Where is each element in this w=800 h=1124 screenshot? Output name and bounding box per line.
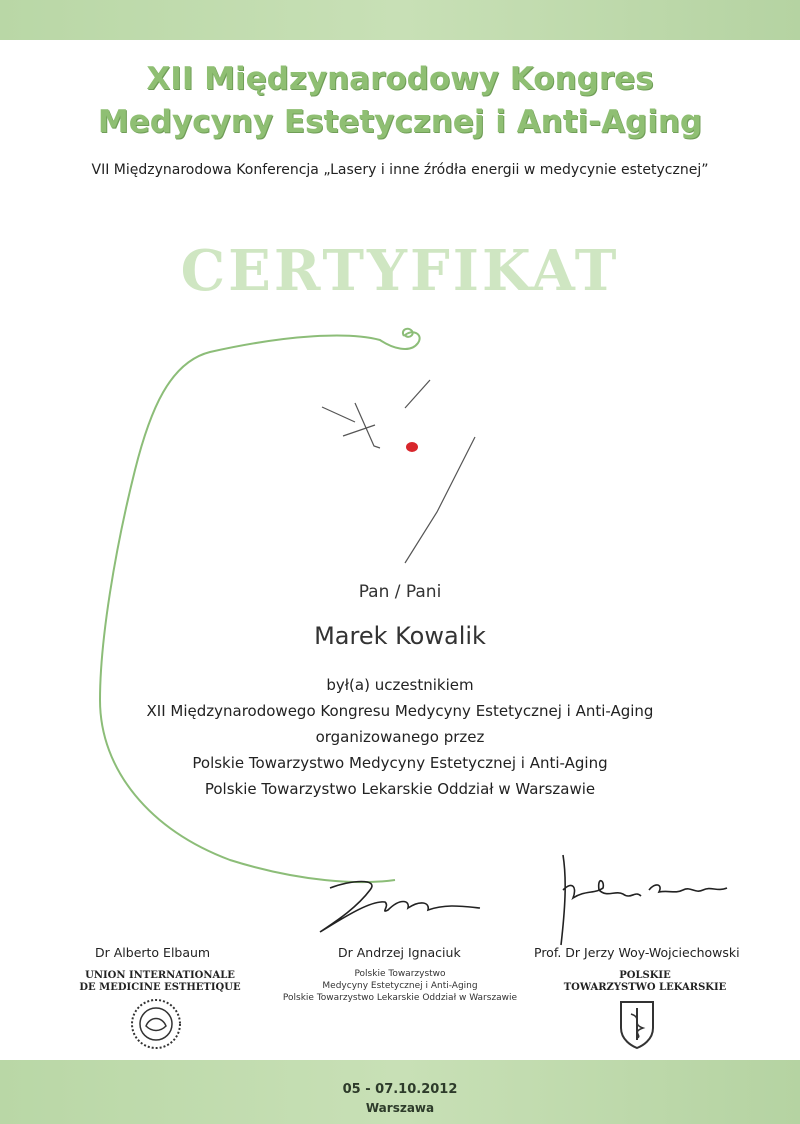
signatory-name-ignaciuk: Dr Andrzej Ignaciuk bbox=[338, 945, 461, 960]
org-line: DE MEDICINE ESTHETIQUE bbox=[79, 982, 241, 993]
salutation: Pan / Pani bbox=[358, 582, 442, 602]
organizer-1-line: Polskie Towarzystwo Medycyny Estetycznej i Anti-Aging bbox=[192, 754, 608, 772]
signatory-name-woy-wojciechowski: Prof. Dr Jerzy Woy-Wojciechowski bbox=[534, 945, 740, 960]
recipient-name: Marek Kowalik bbox=[314, 622, 486, 650]
ptl-crest-icon bbox=[618, 998, 656, 1050]
org-line: Polskie Towarzystwo bbox=[354, 969, 446, 979]
participation-line: był(a) uczestnikiem bbox=[326, 676, 474, 694]
certificate-heading: CERTYFIKAT bbox=[180, 238, 620, 304]
org-line: UNION INTERNATIONALE bbox=[85, 970, 235, 981]
organizer-2-line: Polskie Towarzystwo Lekarskie Oddział w Warszawie bbox=[204, 780, 596, 798]
congress-title-line2: Medycyny Estetycznej i Anti-Aging bbox=[97, 104, 703, 140]
event-city: Warszawa bbox=[365, 1101, 435, 1115]
event-dates: 05 - 07.10.2012 bbox=[342, 1082, 458, 1097]
sweeping-line-art bbox=[100, 332, 420, 882]
congress-title-line1: XII Międzynarodowy Kongres bbox=[146, 61, 654, 97]
red-lips-mark bbox=[406, 442, 418, 452]
congress-line: XII Międzynarodowego Kongresu Medycyny Estetycznej i Anti-Aging bbox=[146, 702, 654, 720]
conference-subtitle: VII Międzynarodowa Konferencja „Lasery i inne źródła energii w medycynie estetycznej” bbox=[91, 162, 709, 178]
org-line: Medycyny Estetycznej i Anti-Aging bbox=[322, 981, 478, 991]
uime-logo-icon bbox=[130, 998, 182, 1050]
organized-by-line: organizowanego przez bbox=[315, 728, 485, 746]
org-line: TOWARZYSTWO LEKARSKIE bbox=[563, 982, 727, 993]
signature-ignaciuk bbox=[310, 870, 490, 940]
signatory-org-uime bbox=[60, 970, 260, 994]
signature-woy-wojciechowski bbox=[545, 850, 735, 950]
signatory-org-ptmeaa bbox=[250, 968, 550, 1004]
org-line: Polskie Towarzystwo Lekarskie Oddział w Warszawie bbox=[282, 993, 518, 1003]
org-line: POLSKIE bbox=[619, 970, 671, 981]
signatory-org-ptl bbox=[560, 970, 730, 994]
signatory-name-elbaum: Dr Alberto Elbaum bbox=[95, 945, 211, 960]
